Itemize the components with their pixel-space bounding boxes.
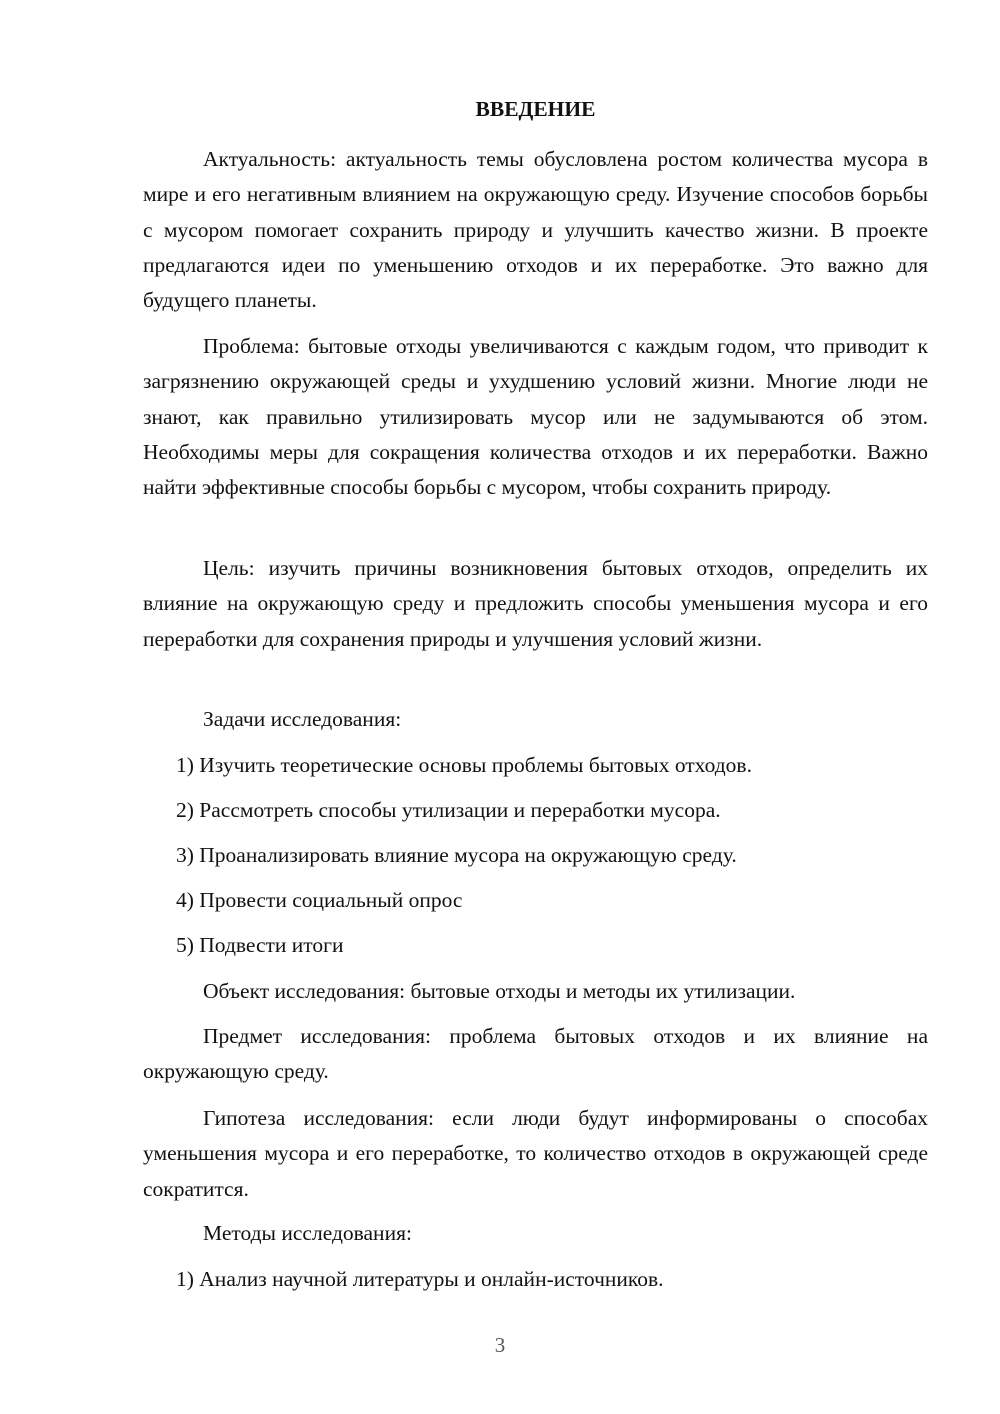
page-number: 3 [494, 1333, 506, 1357]
task-item-5: 5) Подвести итоги [176, 933, 344, 957]
hypothesis-paragraph: Гипотеза исследования: если люди будут информированы о способах уменьшения мусора и его переработке, то количество отходов в окружающей среде сократится. [143, 1106, 928, 1201]
task-item-2: 2) Рассмотреть способы утилизации и переработки мусора. [176, 798, 721, 822]
task-item-1: 1) Изучить теоретические основы проблемы бытовых отходов. [176, 753, 752, 777]
object-paragraph: Объект исследования: бытовые отходы и методы их утилизации. [203, 979, 796, 1003]
subject-paragraph: Предмет исследования: проблема бытовых отходов и их влияние на окружающую среду. [143, 1024, 928, 1084]
page-title: ВВЕДЕНИЕ [475, 97, 596, 121]
tasks-heading: Задачи исследования: [203, 707, 402, 731]
goal-paragraph: Цель: изучить причины возникновения бытовых отходов, определить их влияние на окружающую среду и предложить способы уменьшения мусора и его переработки для сохранения природы и улучшения условий жизни. [143, 556, 928, 651]
task-item-4: 4) Провести социальный опрос [176, 888, 463, 912]
relevance-paragraph: Актуальность: актуальность темы обусловлена ростом количества мусора в мире и его негативным влиянием на окружающую среду. Изучение способов борьбы с мусором помогает сохранить природу и улучшить качество жизни. В проекте предлагаются идеи по уменьшению отходов и их переработке. Это важно для будущего планеты. [143, 147, 928, 313]
method-item-1: 1) Анализ научной литературы и онлайн-источников. [176, 1267, 664, 1291]
methods-heading: Методы исследования: [203, 1221, 412, 1245]
task-item-3: 3) Проанализировать влияние мусора на окружающую среду. [176, 843, 737, 867]
problem-paragraph: Проблема: бытовые отходы увеличиваются с каждым годом, что приводит к загрязнению окружающей среды и ухудшению условий жизни. Многие люди не знают, как правильно утилизировать мусор или не задумываются об этом. Необходимы меры для сокращения количества отходов и их переработки. Важно найти эффективные способы борьбы с мусором, чтобы сохранить природу. [143, 334, 928, 500]
